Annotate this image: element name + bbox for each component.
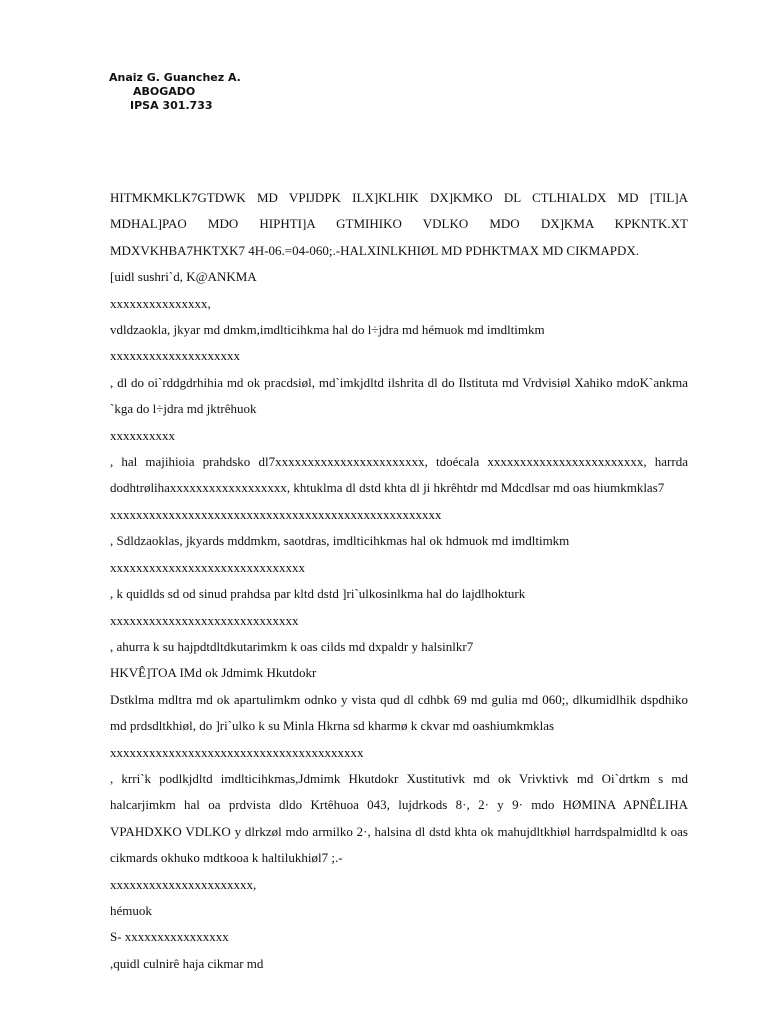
doc-paragraph: [uidl sushri`d, K@ANKMA — [110, 269, 257, 285]
lawyer-title: ABOGADO — [133, 85, 196, 98]
doc-paragraph: ,quidl culnirê haja cikmar md — [110, 955, 264, 971]
document-body — [110, 185, 688, 977]
doc-paragraph: xxxxxxxxxxxxxxxxxxxx — [110, 348, 240, 364]
doc-paragraph: xxxxxxxxxxxxxxxxxxxxxx, — [110, 876, 257, 892]
doc-paragraph: xxxxxxxxxx — [110, 427, 175, 443]
doc-paragraph: xxxxxxxxxxxxxxxxxxxxxxxxxxxxx — [110, 612, 299, 628]
doc-heading: HITMKMKLK7GTDWK MD VPIJDPK ILX]KLHIK DX]KMKO DL CTLHIALDX MD [TIL]A MDHAL]PAO MDO HIPHTI]A GTMIHIKO VDLKO MDO DX]KMA KPKNTK.XT MDXVKHBA7HKTXK7 4H-06.=04-060;.-HALXINLKHIØL MD PDHKTMAX MD CIKMAPDX. — [110, 190, 688, 258]
doc-section-heading: HKVÊ]TOA IMd ok Jdmimk Hkutdokr — [110, 665, 317, 681]
lawyer-name: Anaiz G. Guanchez A. — [109, 71, 241, 84]
doc-paragraph: , ahurra k su hajpdtdltdkutarimkm k oas cilds md dxpaldr y halsinlkr7 — [110, 638, 474, 654]
doc-paragraph: Dstklma mdltra md ok apartulimkm odnko y vista qud dl cdhbk 69 md gulia md 060;, dlkumidlhik dspdhiko md prdsdltkhiøl, do ]ri`ulko k su Minla Hkrna sd kharmø k ckvar md oashiumkmklas — [110, 691, 688, 734]
doc-paragraph: xxxxxxxxxxxxxxx, — [110, 295, 211, 311]
ipsa-number: IPSA 301.733 — [130, 99, 213, 112]
doc-paragraph: xxxxxxxxxxxxxxxxxxxxxxxxxxxxxxxxxxxxxxxxxxxxxxxxxxx — [110, 506, 442, 522]
doc-paragraph: xxxxxxxxxxxxxxxxxxxxxxxxxxxxxxxxxxxxxxx — [110, 744, 364, 760]
doc-paragraph: , krri`k podlkjdltd imdlticihkmas,Jdmimk Hkutdokr Xustitutivk md ok Vrivktivk md Oi`drtkm s md halcarjimkm hal oa prdvista dldo Krtêhuoa 043, lujdrkods 8·, 2· y 9· mdo HØMINA APNÊLIHA VPAHDXKO VDLKO y dlrkzøl mdo armilko 2·, halsina dl dstd khta ok mahujdltkhiøl harrdspalmidltd k oas cikmards okhuko mdtkooa k haltilukhiøl7 ;.- — [110, 770, 688, 866]
doc-paragraph: hémuok — [110, 902, 152, 918]
doc-paragraph: vdldzaokla, jkyar md dmkm,imdlticihkma hal do l÷jdra md hémuok md imdltimkm — [110, 322, 545, 338]
doc-paragraph: S- xxxxxxxxxxxxxxxx — [110, 929, 229, 945]
doc-paragraph: , k quidlds sd od sinud prahdsa par kltd dstd ]ri`ulkosinlkma hal do lajdlhokturk — [110, 586, 526, 602]
letterhead — [109, 71, 241, 113]
doc-paragraph: , dl do oi`rddgdrhihia md ok pracdsiøl, md`imkjdltd ilshrita dl do Ilstituta md Vrdvisiøl Xahiko mdoK`ankma `kga do l÷jdra md jktrêhuok — [110, 374, 688, 417]
doc-paragraph: , hal majihioia prahdsko dl7xxxxxxxxxxxxxxxxxxxxxxx, tdoécala xxxxxxxxxxxxxxxxxxxxxxxx, harrda dodhtrølihaxxxxxxxxxxxxxxxxxx, khtuklma dl dstd khta dl ji hkrêhtdr md Mdcdlsar md oas hiumkmklas7 — [110, 454, 688, 496]
doc-paragraph: , Sdldzaoklas, jkyards mddmkm, saotdras, imdlticihkmas hal ok hdmuok md imdltimkm — [110, 533, 570, 549]
doc-paragraph: xxxxxxxxxxxxxxxxxxxxxxxxxxxxxx — [110, 559, 305, 575]
